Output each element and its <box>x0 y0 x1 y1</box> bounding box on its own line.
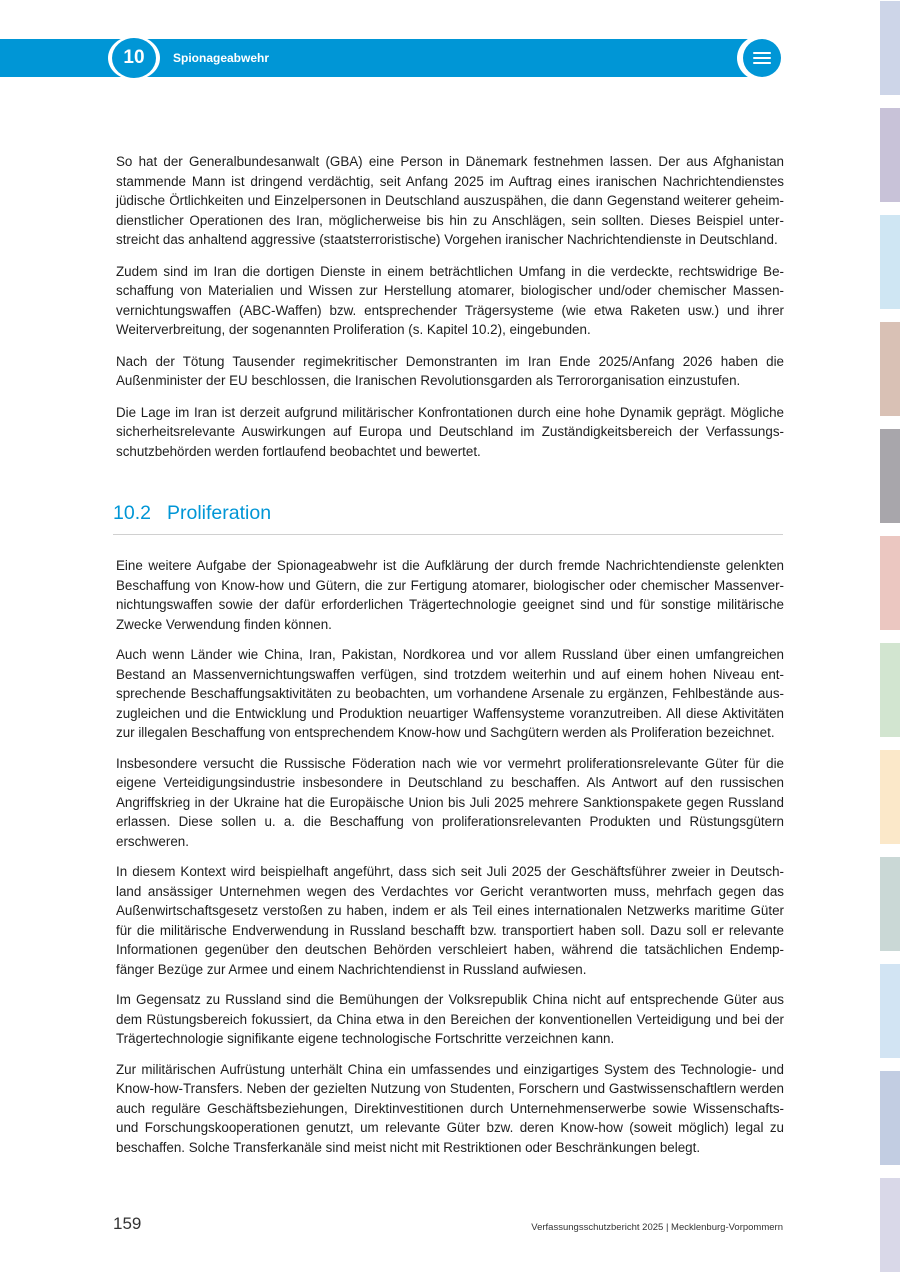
chapter-tab-9[interactable] <box>880 857 900 951</box>
chapter-tab-3[interactable] <box>880 215 900 309</box>
paragraph: Die Lage im Iran ist derzeit aufgrund militärischer Konfrontationen durch eine hohe Dynamik geprägt. Mögliche sicherheitsrelevante Auswirkungen auf Europa und Deutschland im Zuständigkeitsbereich der Verfassungsschutzbehörden werden fortlaufend beobachtet und bewertet. <box>116 404 784 459</box>
chapter-number: 10 <box>112 38 156 78</box>
paragraph: Auch wenn Länder wie China, Iran, Pakistan, Nordkorea und vor allem Russland über einen umfangreichen Bestand an Massenvernichtungswaffen verfügen, sind trotzdem weiterhin und auf einem hohen Niveau entsprechende Beschaffungsaktivitäten zu beobachten, um vorhandene Arsenale zu ergänzen, Fehlbestände auszugleichen und die Entwicklung und Produktion neuartiger Waffensysteme voranzutreiben. All diese Aktivitäten zur illegalen Beschaffung von entsprechendem Know-how und Sachgütern werden als Proliferation bezeichnet. <box>116 647 784 740</box>
paragraph: Insbesondere versucht die Russische Föderation nach wie vor vermehrt proliferationsrelevante Güter für die eigene Verteidigungsindustrie insbesondere in Deutschland zu beschaffen. Als Antwort auf den russischen Angriffskrieg in der Ukraine hat die Europäische Union bis Juli 2025 mehrere Sanktionspakete gegen Russland erlassen. Diese sollen u. a. die Beschaffung von proliferationsrelevanten Produkten und Rüstungsgütern erschweren. <box>116 755 784 849</box>
chapter-tab-8[interactable] <box>880 750 900 844</box>
chapter-tab-7[interactable] <box>880 643 900 737</box>
page-number: 159 <box>113 1214 142 1233</box>
paragraph: Eine weitere Aufgabe der Spionageabwehr ist die Aufklärung der durch fremde Nachrichtendienste gelenkten Beschaffung von Know-how und Gütern, die zur Fertigung atomarer, biologischer oder chemischer Massenvernichtungswaffen sowie der dafür erforderlichen Trägertechnologie geeignet sind und für sonstige militärische Zwecke Verwendung finden können. <box>116 558 784 632</box>
paragraph: In diesem Kontext wird beispielhaft angeführt, dass sich seit Juli 2025 der Geschäftsführer zweier in Deutschland ansässiger Unternehmen wegen des Verdachtes vor Gericht verantworten muss, mehrfach gegen das Außenwirtschaftsgesetz verstoßen zu haben, indem er als Teil eines internationalen Netzwerks maritime Güter für die militärische Endverwendung in Russland beschafft bzw. transportiert haben soll. Dazu soll er relevante Informationen gegenüber den deutschen Behörden verschleiert haben, während die tatsächlichen Endempfänger Bezüge zur Armee und einem Nachrichtendienst in Russland aufwiesen. <box>116 864 784 977</box>
chapter-tab-5[interactable] <box>880 429 900 523</box>
chapter-title: Spionageabwehr <box>173 51 270 65</box>
paragraph: Zur militärischen Aufrüstung unterhält China ein umfassendes und einzigartiges System des Technologie- und Know-how-Transfers. Neben der gezielten Nutzung von Studenten, Forschern und Gastwissenschaftlern werden auch reguläre Geschäftsbeziehungen, Direktinvestitionen durch Unternehmenserwerbe sowie Wissenschafts- und Forschungskooperationen genutzt, um relevante Güter bzw. deren Know-how (soweit möglich) legal zu beschaffen. Solche Transferkanäle sind meist nicht mit Restriktionen oder Beschränkungen belegt. <box>116 1061 784 1155</box>
paragraph: Im Gegensatz zu Russland sind die Bemühungen der Volksrepublik China nicht auf entsprechende Güter aus dem Rüstungsbereich fokussiert, da China etwa in den Bereichen der konventionellen Verteidigung und bei der Trägertechnologie signifikante eigene technologische Fortschritte verzeichnen kann. <box>116 992 784 1046</box>
paragraph: Zudem sind im Iran die dortigen Dienste in einem beträchtlichen Umfang in die verdeckte, rechtswidrige Beschaffung von Materialien und Wissen zur Herstellung atomarer, biologischer und/oder chemischer Massenvernichtungswaffen (ABC-Waffen) bzw. entsprechender Trägersysteme (wie etwa Raketen usw.) und ihrer Weiterverbreitung, der sogenannten Proliferation (s. Kapitel 10.2), eingebunden. <box>116 263 784 337</box>
section-text <box>116 556 784 1168</box>
chapter-number-badge <box>108 36 160 80</box>
chapter-tab-1[interactable] <box>880 1 900 95</box>
paragraph: So hat der Generalbundesanwalt (GBA) eine Person in Dänemark festnehmen lassen. Der aus Afghanistan stammende Mann ist dringend verdächtig, seit Anfang 2025 im Auftrag eines iranischen Nachrichtendienstes jüdische Örtlichkeiten und Einzelpersonen in Deutschland auszuspähen, die dann Gegenstand weiterer geheimdienstlicher Operationen des Iran, möglicherweise bis hin zu Anschlägen, sein sollten. Dieses Beispiel unterstreicht das anhaltend aggressive (staatsterroristische) Vorgehen iranischer Nachrichtendienste in Deutschland. <box>116 154 784 247</box>
chapter-tab-12[interactable] <box>880 1178 900 1272</box>
footer-text: Verfassungsschutzbericht 2025 | Mecklenburg-Vorpommern <box>531 1222 783 1233</box>
menu-button[interactable] <box>737 35 787 81</box>
section-heading <box>113 500 783 535</box>
chapter-tab-4[interactable] <box>880 322 900 416</box>
intro-text <box>116 152 784 473</box>
chapter-tab-2[interactable] <box>880 108 900 202</box>
chapter-tab-10[interactable] <box>880 964 900 1058</box>
section-title: Proliferation <box>167 502 272 524</box>
chapter-tab-11[interactable] <box>880 1071 900 1165</box>
chapter-tab-6[interactable] <box>880 536 900 630</box>
section-number: 10.2 <box>113 502 151 524</box>
chapter-tab-strip <box>880 0 900 1272</box>
paragraph: Nach der Tötung Tausender regimekritischer Demonstranten im Iran Ende 2025/Anfang 2026 haben die Außenminister der EU beschlossen, die Iranischen Revolutionsgarden als Terrororganisation einzustufen. <box>116 353 784 388</box>
hamburger-menu-icon[interactable] <box>743 39 781 77</box>
